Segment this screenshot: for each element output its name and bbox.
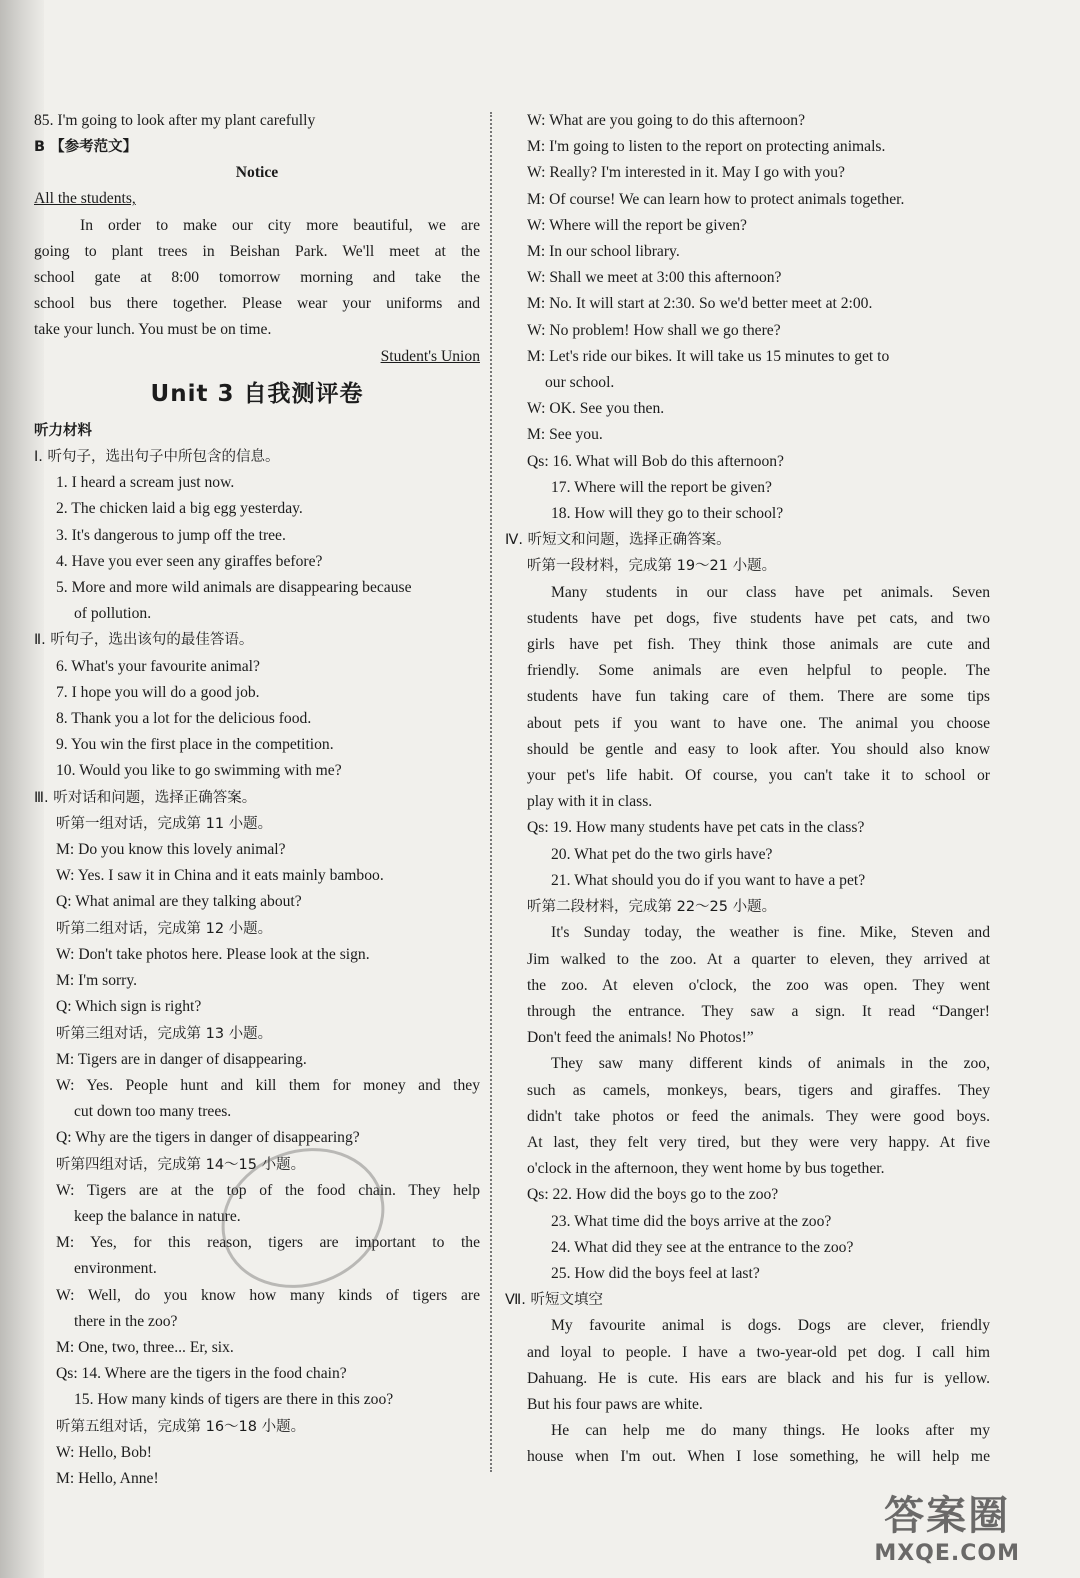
- left-text-line: In order to make our city more beautiful, we are: [80, 216, 480, 234]
- right-text-line: friendly. Some animals are even helpful to people. The: [527, 662, 990, 680]
- left-text-line: 听第四组对话，完成第 14～15 小题。: [56, 1156, 306, 1173]
- left-text-line: M: Do you know this lovely animal?: [56, 841, 286, 859]
- left-text-line: W: Yes. I saw it in China and it eats mainly bamboo.: [56, 867, 384, 885]
- right-text-line: Jim walked to the zoo. At a quarter to eleven, they arrived at: [527, 950, 990, 968]
- left-text-line: Unit 3 自我测评卷: [150, 380, 364, 407]
- right-text-line: W: Shall we meet at 3:00 this afternoon?: [527, 269, 782, 287]
- column-divider: [490, 112, 492, 1472]
- left-text-line: there in the zoo?: [74, 1312, 178, 1330]
- left-text-line: All the students,: [34, 190, 136, 208]
- right-text-line: W: Where will the report be given?: [527, 216, 747, 234]
- right-text-line: My favourite animal is dogs. Dogs are clever, friendly: [551, 1317, 990, 1335]
- left-text-line: Q: What animal are they talking about?: [56, 893, 302, 911]
- right-text-line: 18. How will they go to their school?: [551, 505, 784, 523]
- left-text-line: keep the balance in nature.: [74, 1207, 241, 1225]
- right-text-line: W: No problem! How shall we go there?: [527, 321, 781, 339]
- right-text-line: Many students in our class have pet animals. Seven: [551, 583, 990, 601]
- left-text-line: W: Well, do you know how many kinds of tigers are: [56, 1286, 480, 1304]
- left-text-line: W: Don't take photos here. Please look at the sign.: [56, 945, 370, 963]
- left-text-line: 5. More and more wild animals are disappearing because: [56, 579, 412, 597]
- right-text-line: W: OK. See you then.: [527, 400, 665, 418]
- right-text-line: At last, they felt very tired, but they were very happy. At five: [527, 1133, 990, 1151]
- right-text-line: 17. Where will the report be given?: [551, 478, 772, 496]
- left-text-line: going to plant trees in Beishan Park. We'll meet at the: [34, 242, 480, 260]
- left-column: [34, 108, 480, 1492]
- left-text-line: 听第五组对话，完成第 16～18 小题。: [56, 1418, 306, 1435]
- right-text-line: 听第一段材料，完成第 19～21 小题。: [527, 558, 777, 575]
- right-text-line: M: In our school library.: [527, 243, 680, 261]
- right-text-line: such as camels, monkeys, bears, tigers and giraffes. They: [527, 1081, 990, 1099]
- right-text-line: our school.: [545, 374, 615, 392]
- left-text-line: W: Tigers are at the top of the food chain. They help: [56, 1181, 480, 1199]
- right-text-line: He can help me do many things. He looks after my: [551, 1422, 990, 1440]
- right-text-line: 21. What should you do if you want to have a pet?: [551, 871, 866, 889]
- left-text-line: Qs: 14. Where are the tigers in the food chain?: [56, 1365, 347, 1383]
- right-text-line: 25. How did the boys feel at last?: [551, 1264, 760, 1282]
- left-text-line: Notice: [235, 164, 279, 182]
- right-text-line: students have fun taking care of them. There are some tips: [527, 688, 990, 706]
- left-text-line: take your lunch. You must be on time.: [34, 321, 272, 339]
- left-text-line: W: Hello, Bob!: [56, 1443, 152, 1461]
- left-text-line: M: One, two, three... Er, six.: [56, 1338, 234, 1356]
- left-text-line: Student's Union: [380, 347, 480, 365]
- left-text-line: 6. What's your favourite animal?: [56, 657, 260, 675]
- left-text-line: 4. Have you ever seen any giraffes before?: [56, 552, 323, 570]
- right-text-line: 23. What time did the boys arrive at the zoo?: [551, 1212, 832, 1230]
- right-text-line: your pet's life habit. Of course, you can't take it to school or: [527, 767, 990, 785]
- left-text-line: 听第一组对话，完成第 11 小题。: [56, 815, 273, 832]
- left-text-line: of pollution.: [74, 605, 152, 623]
- right-text-line: about pets if you want to have one. The animal you choose: [527, 714, 990, 732]
- right-text-line: They saw many different kinds of animals in the zoo,: [551, 1055, 990, 1073]
- left-text-line: school gate at 8:00 tomorrow morning and take the: [34, 269, 480, 287]
- left-text-line: Q: Why are the tigers in danger of disappearing?: [56, 1129, 360, 1147]
- right-text-line: W: What are you going to do this afternoon?: [527, 112, 806, 129]
- left-text-line: 1. I heard a scream just now.: [56, 474, 235, 492]
- left-text-line: Ⅲ. 听对话和问题，选择正确答案。: [34, 789, 257, 806]
- right-text-line: didn't take photos or feed the animals. They were good boys.: [527, 1107, 990, 1125]
- right-text-line: Ⅶ. 听短文填空: [505, 1292, 603, 1309]
- left-text-line: 15. How many kinds of tigers are there in this zoo?: [74, 1391, 394, 1409]
- right-text-line: should be gentle and easy to look after. You should also know: [527, 740, 990, 758]
- left-text-line: M: I'm sorry.: [56, 972, 138, 990]
- right-text-line: and loyal to people. I have a two-year-old pet dog. I call him: [527, 1343, 990, 1361]
- right-text-line: the zoo. At eleven o'clock, the zoo was open. They went: [527, 976, 990, 994]
- right-text-line: Qs: 16. What will Bob do this afternoon?: [527, 452, 784, 470]
- right-text-line: Qs: 19. How many students have pet cats in the class?: [527, 819, 865, 837]
- left-text-line: 听第二组对话，完成第 12 小题。: [56, 920, 273, 937]
- right-text-line: o'clock in the afternoon, they went home by bus together.: [527, 1160, 885, 1178]
- right-text-line: Don't feed the animals! No Photos!”: [527, 1029, 754, 1047]
- right-text-line: W: Really? I'm interested in it. May I go with you?: [527, 164, 845, 182]
- right-text-line: But his four paws are white.: [527, 1395, 703, 1413]
- left-text-line: 3. It's dangerous to jump off the tree.: [56, 526, 286, 544]
- right-text-line: house when I'm out. When I lose something, he will help me: [527, 1448, 990, 1466]
- right-column: [505, 108, 990, 1471]
- right-text-line: Qs: 22. How did the boys go to the zoo?: [527, 1186, 779, 1204]
- watermark-logo: [874, 1484, 1020, 1566]
- right-text-line: 20. What pet do the two girls have?: [551, 845, 773, 863]
- right-text-line: M: No. It will start at 2:30. So we'd better meet at 2:00.: [527, 295, 873, 313]
- watermark-logo-url: MXQE.COM: [874, 1541, 1020, 1566]
- left-text-line: 听力材料: [34, 422, 92, 439]
- left-text-line: 85. I'm going to look after my plant carefully: [34, 112, 316, 129]
- left-text-line: B 【参考范文】: [34, 139, 138, 156]
- watermark-logo-text: 答案圈: [884, 1493, 1011, 1539]
- right-text-line: 听第二段材料，完成第 22～25 小题。: [527, 899, 777, 916]
- right-text-line: Ⅳ. 听短文和问题，选择正确答案。: [505, 532, 731, 549]
- right-text-line: girls have pet fish. They think those animals are cute and: [527, 636, 990, 654]
- left-text-line: 10. Would you like to go swimming with me?: [56, 762, 342, 780]
- left-text-line: W: Yes. People hunt and kill them for money and they: [56, 1076, 480, 1094]
- right-text-line: M: See you.: [527, 426, 603, 444]
- left-text-line: cut down too many trees.: [74, 1103, 232, 1121]
- right-text-line: M: Of course! We can learn how to protect animals together.: [527, 190, 905, 208]
- left-text-line: 听第三组对话，完成第 13 小题。: [56, 1025, 273, 1042]
- right-text-line: through the entrance. They saw a sign. It read “Danger!: [527, 1002, 990, 1020]
- right-text-line: It's Sunday today, the weather is fine. Mike, Steven and: [551, 924, 990, 942]
- left-text-line: school bus there together. Please wear your uniforms and: [34, 295, 480, 313]
- left-text-line: 9. You win the first place in the competition.: [56, 736, 334, 754]
- left-text-line: Ⅱ. 听句子，选出该句的最佳答语。: [34, 632, 254, 649]
- left-text-line: M: Yes, for this reason, tigers are important to the: [56, 1234, 480, 1252]
- left-text-line: M: Tigers are in danger of disappearing.: [56, 1050, 307, 1068]
- left-text-line: 7. I hope you will do a good job.: [56, 683, 260, 701]
- right-text-line: M: I'm going to listen to the report on protecting animals.: [527, 138, 886, 156]
- left-text-line: M: Hello, Anne!: [56, 1469, 159, 1487]
- left-text-line: 2. The chicken laid a big egg yesterday.: [56, 500, 303, 518]
- left-text-line: 8. Thank you a lot for the delicious food.: [56, 710, 312, 728]
- right-text-line: Dahuang. He is cute. His ears are black and his fur is yellow.: [527, 1369, 990, 1387]
- right-text-line: students have pet dogs, five students have pet cats, and two: [527, 609, 990, 627]
- left-text-line: Q: Which sign is right?: [56, 998, 202, 1016]
- left-text-line: Ⅰ. 听句子，选出句子中所包含的信息。: [34, 449, 280, 466]
- right-text-line: 24. What did they see at the entrance to the zoo?: [551, 1238, 854, 1256]
- right-text-line: M: Let's ride our bikes. It will take us 15 minutes to get to: [527, 347, 890, 365]
- left-text-line: environment.: [74, 1260, 157, 1278]
- right-text-line: play with it in class.: [527, 793, 653, 811]
